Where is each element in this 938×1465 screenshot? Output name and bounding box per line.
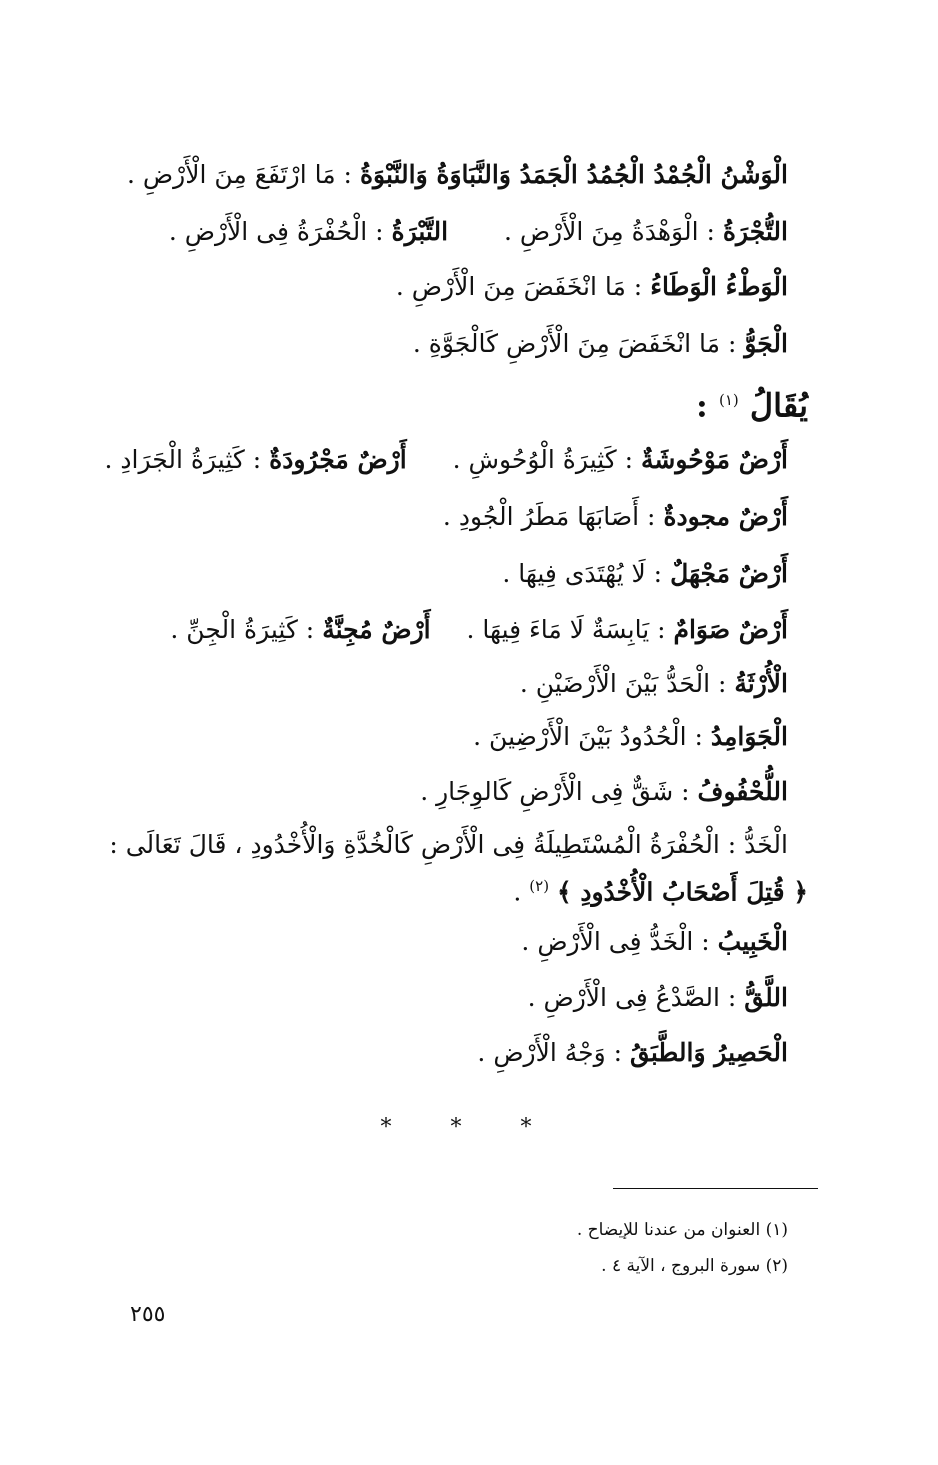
- heading-text: يُقَالُ: [749, 386, 808, 425]
- entry-line: [396, 267, 788, 307]
- entry-term: التَّبْرَةُ: [391, 217, 449, 246]
- entry-line: [170, 610, 788, 650]
- entry-line: [169, 212, 788, 252]
- entry-definition: : لَا يُهْتَدَى فِيهَا .: [502, 559, 663, 588]
- footnote: (٢) سورة البروج ، الآية ٤ .: [601, 1256, 788, 1276]
- page-number: ٢٥٥: [130, 1302, 166, 1327]
- entry-definition: : كَثِيرَةُ الْوُحُوشِ .: [452, 445, 634, 474]
- entry-term: الْخَبِيبُ: [717, 927, 788, 956]
- section-separator: * * *: [380, 1115, 558, 1140]
- entry-term: اللُّحْفُوفُ: [697, 777, 788, 806]
- entry-line: [521, 922, 788, 962]
- entry-term: اللَّقُّ: [744, 983, 788, 1012]
- verse-end: .: [513, 877, 522, 907]
- entry-line: [528, 978, 788, 1018]
- quran-verse: [513, 866, 808, 912]
- entry-definition: : الْحُفْرَةُ فِى الْأَرْضِ .: [168, 217, 384, 246]
- entry-term: الْوَطْءُ الْوَطَاءُ: [650, 272, 788, 301]
- entry-line: [420, 772, 788, 812]
- entry-line: [520, 664, 788, 704]
- entry-definition: : أَصَابَهَا مَطَرُ الْجُودِ .: [442, 502, 656, 531]
- entry-term: أَرْضٌ صَوَامٌ: [673, 615, 788, 644]
- entry-definition: : شَقٌّ فِى الْأَرْضِ كَالوِجَارِ .: [420, 777, 690, 806]
- entry-term: أَرْضٌ مَجْرُودَةٌ: [269, 445, 407, 474]
- entry-definition: : كَثِيرَةُ الْجِنِّ .: [170, 615, 315, 644]
- entry-definition: : الْخَدُّ فِى الْأَرْضِ .: [521, 927, 710, 956]
- entry-definition: : مَا ارْتَفَعَ مِنَ الْأَرْضِ .: [127, 160, 352, 189]
- verse-text: ﴿ قُتِلَ أَصْحَابُ الْأُخْدُودِ ﴾: [557, 877, 808, 907]
- entry-definition: : الصَّدْعُ فِى الْأَرْضِ .: [527, 983, 737, 1012]
- entry-line: [477, 1033, 788, 1073]
- entry-term: أَرْضٌ مَجْهَلٌ: [670, 559, 788, 588]
- heading-colon: :: [696, 386, 708, 425]
- entry-definition: : الْوَهْدَةُ مِنَ الْأَرْضِ .: [503, 217, 715, 246]
- entry-term: الْوَشْنُ الْجُمْدُ الْجُمُدُ الْجَمَدُ وَالنَّبَاوَةُ وَالنَّبْوَةُ: [359, 160, 788, 189]
- entry-definition: : وَجْهُ الْأَرْضِ .: [477, 1038, 623, 1067]
- entry-term: التُّجْرَةُ: [722, 217, 788, 246]
- entry-definition: : يَابِسَةٌ لَا مَاءَ فِيهَا .: [466, 615, 666, 644]
- entry-term: الْحَصِيرُ وَالطَّبَقُ: [630, 1038, 788, 1067]
- entry-term: أَرْضٌ مُجِنَّةٌ: [322, 615, 431, 644]
- entry-definition: : الْحُدُودُ بَيْنَ الْأَرْضِينَ .: [473, 722, 703, 751]
- footnote-marker: (١): [718, 391, 739, 409]
- entry-line: [473, 717, 788, 757]
- entry-line: [443, 497, 788, 537]
- footnote-marker: (٢): [529, 877, 550, 895]
- entry-line: [104, 440, 788, 480]
- entry-term: أَرْضٌ مَوْحُوشَةٌ: [641, 445, 788, 474]
- entry-line-khadd: [109, 825, 788, 865]
- entry-definition: : الْحَدُّ بَيْنَ الْأَرْضَيْنِ .: [519, 669, 727, 698]
- entry-term: الْأُرْثَةُ: [734, 669, 788, 698]
- entry-line: [413, 324, 788, 364]
- entry-term: الْجَوُّ: [744, 329, 788, 358]
- entry-line: [502, 554, 788, 594]
- entry-definition: : مَا انْخَفَضَ مِنَ الْأَرْضِ كَالْجَوَّةِ .: [412, 329, 737, 358]
- entry-line: [127, 155, 788, 195]
- entry-text: الْخَدُّ : الْحُفْرَةُ الْمُسْتَطِيلَةُ فِى الْأَرْضِ كَالْخُدَّةِ وَالْأُخْدُودِ ، قَالَ تَعَالَى :: [109, 830, 788, 859]
- entry-term: الْجَوَامِدُ: [710, 722, 788, 751]
- entry-term: أَرْضٌ مجودةٌ: [663, 502, 788, 531]
- section-heading: [696, 380, 808, 426]
- entry-definition: : كَثِيرَةُ الْجَرَادِ .: [104, 445, 262, 474]
- entry-definition: : مَا انْخَفَضَ مِنَ الْأَرْضِ .: [395, 272, 643, 301]
- footnote: (١) العنوان من عندنا للإيضاح .: [576, 1220, 788, 1240]
- footnote-rule: [613, 1188, 818, 1189]
